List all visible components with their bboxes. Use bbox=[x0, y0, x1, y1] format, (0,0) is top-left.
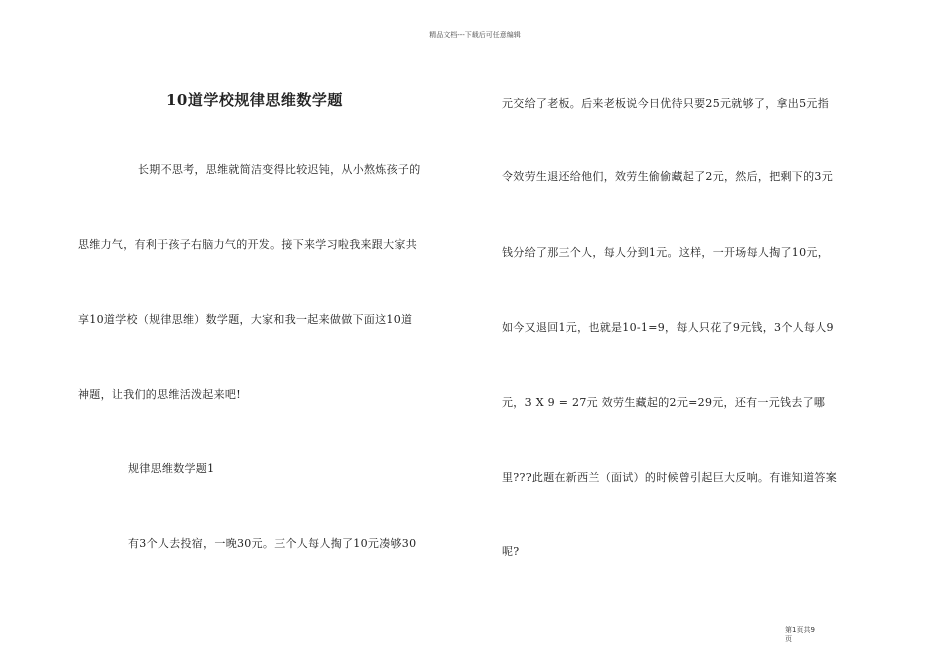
paragraph-line: 钱分给了那三个人，每人分到1元。这样，一开场每人掏了10元， bbox=[502, 246, 829, 259]
paragraph-line: 元，3 X 9 = 27元 效劳生藏起的2元=29元，还有一元钱去了哪 bbox=[502, 396, 826, 409]
paragraph-line: 长期不思考，思维就简洁变得比较迟钝，从小熬炼孩子的 bbox=[138, 163, 421, 176]
paragraph-line: 有3个人去投宿，一晚30元。三个人每人掏了10元凑够30 bbox=[128, 537, 417, 550]
section-heading: 规律思维数学题1 bbox=[128, 462, 215, 475]
paragraph-line: 享10道学校（规律思维）数学题，大家和我一起来做做下面这10道 bbox=[78, 313, 413, 326]
page-number bbox=[785, 626, 845, 644]
paragraph-line: 如今又退回1元，也就是10-1=9，每人只花了9元钱，3个人每人9 bbox=[502, 321, 834, 334]
paragraph-line: 元交给了老板。后来老板说今日优待只要25元就够了，拿出5元指 bbox=[502, 97, 829, 110]
page-number-line: 第1页共9 bbox=[785, 626, 815, 634]
header-note: 精品文档---下载后可任意编辑 bbox=[429, 31, 521, 39]
paragraph-line: 呢? bbox=[502, 545, 520, 558]
paragraph-line: 里???此题在新西兰（面试）的时候曾引起巨大反响。有谁知道答案 bbox=[502, 471, 837, 484]
paragraph-line: 神题，让我们的思维活泼起来吧! bbox=[78, 388, 241, 401]
document-title: 10道学校规律思维数学题 bbox=[166, 91, 343, 109]
paragraph-line: 思维力气，有利于孩子右脑力气的开发。接下来学习啦我来跟大家共 bbox=[78, 238, 417, 251]
page-number-line: 页 bbox=[785, 635, 792, 643]
paragraph-line: 令效劳生退还给他们，效劳生偷偷藏起了2元，然后，把剩下的3元 bbox=[502, 170, 833, 183]
